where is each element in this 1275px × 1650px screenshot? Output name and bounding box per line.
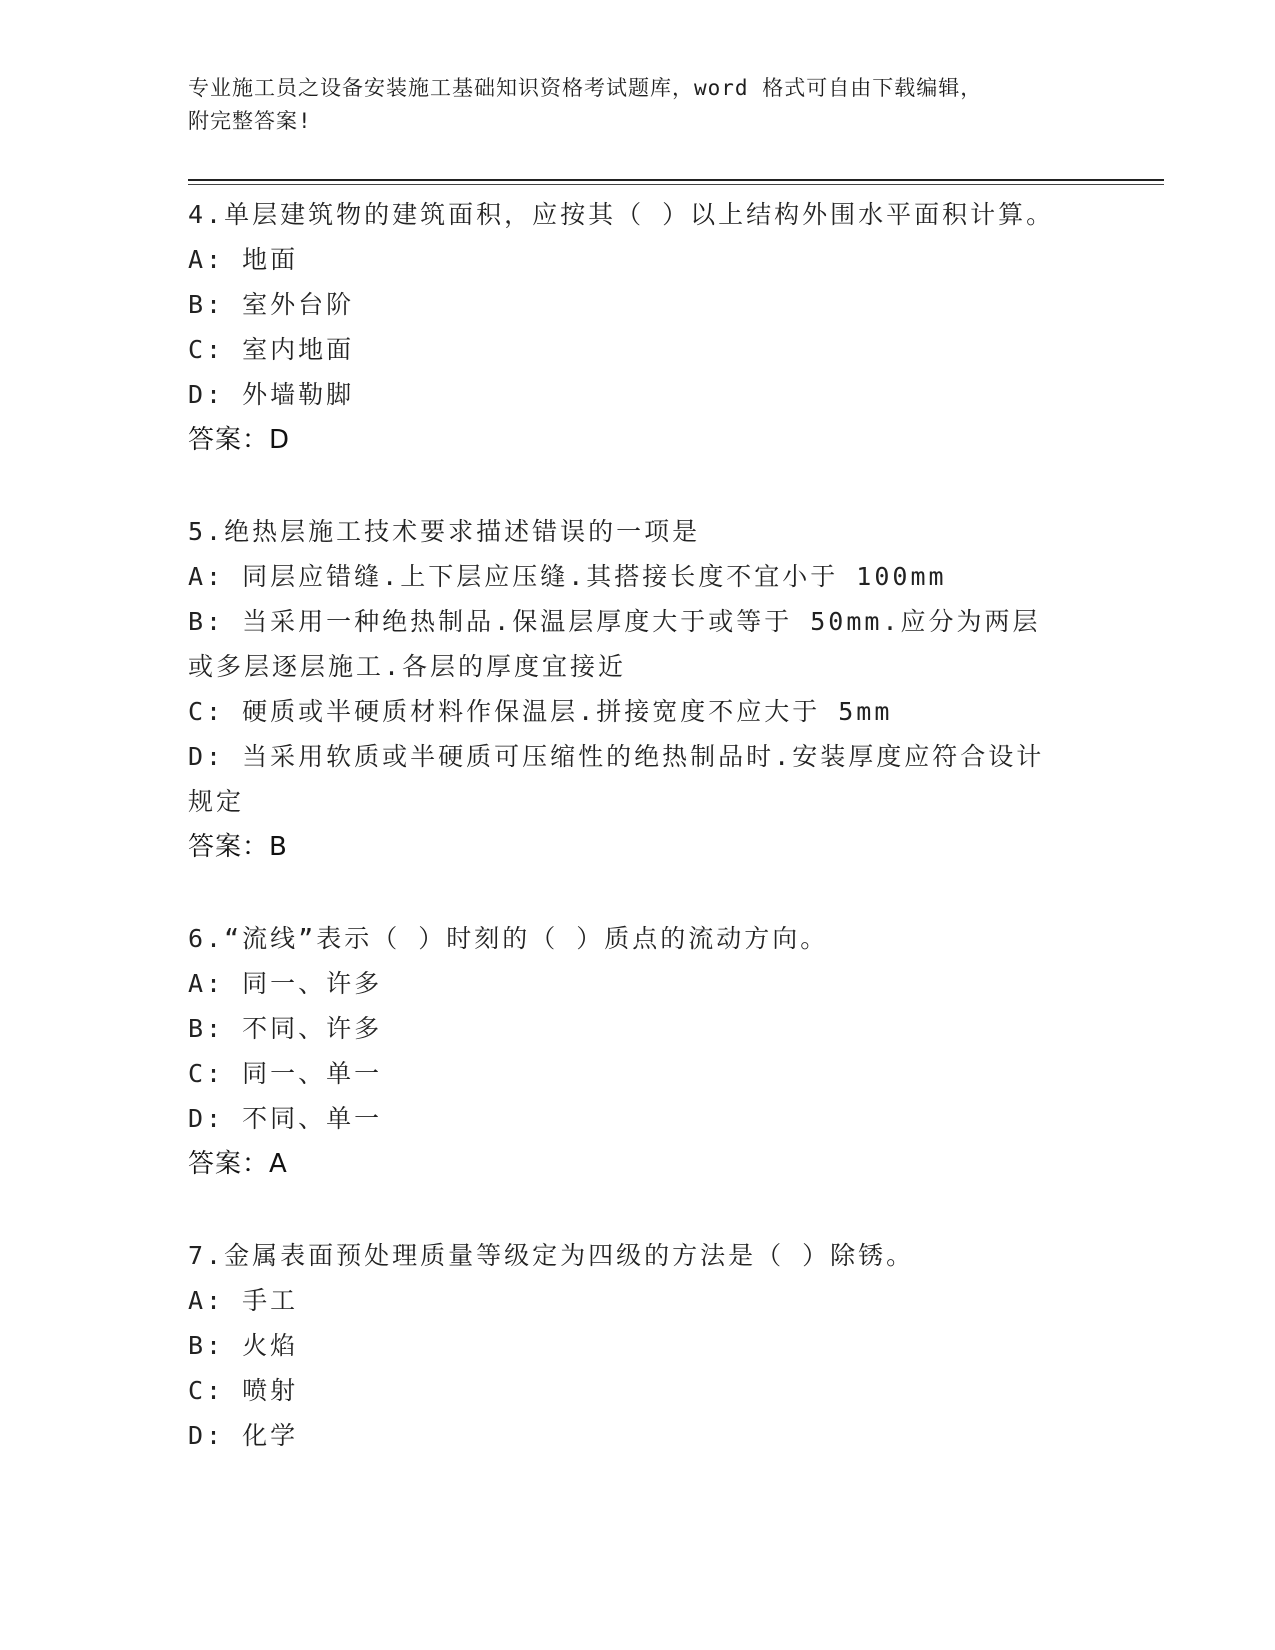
question-7 <box>188 1233 1088 1458</box>
header-divider-thick <box>188 179 1164 181</box>
answer-label: 答案：B <box>188 832 288 862</box>
header-line-1: 专业施工员之设备安装施工基础知识资格考试题库，word 格式可自由下载编辑， <box>188 76 983 100</box>
answer-label: 答案：D <box>188 425 291 455</box>
question-stem: 6.“流线”表示（ ）时刻的（ ）质点的流动方向。 <box>188 924 829 953</box>
question-5 <box>188 509 1088 870</box>
question-stem: 5.绝热层施工技术要求描述错误的一项是 <box>188 517 701 546</box>
header-line-2: 附完整答案! <box>188 109 312 133</box>
option-c: C: 室内地面 <box>188 335 355 364</box>
option-d: D: 不同、单一 <box>188 1104 383 1133</box>
option-a: A: 同一、许多 <box>188 969 383 998</box>
option-b: B: 火焰 <box>188 1331 299 1360</box>
answer-label: 答案：A <box>188 1149 288 1179</box>
option-a: A: 地面 <box>188 245 299 274</box>
question-stem: 7.金属表面预处理质量等级定为四级的方法是（ ）除锈。 <box>188 1241 915 1270</box>
option-d: D: 化学 <box>188 1421 299 1450</box>
option-c: C: 同一、单一 <box>188 1059 383 1088</box>
question-list <box>188 192 1088 1504</box>
question-stem: 4.单层建筑物的建筑面积，应按其（ ）以上结构外围水平面积计算。 <box>188 200 1055 229</box>
question-4 <box>188 192 1088 463</box>
option-d: D: 当采用软质或半硬质可压缩性的绝热制品时.安装厚度应符合设计规定 <box>188 742 1045 816</box>
option-b: B: 室外台阶 <box>188 290 355 319</box>
option-a: A: 手工 <box>188 1286 299 1315</box>
option-d: D: 外墙勒脚 <box>188 380 355 409</box>
option-c: C: 喷射 <box>188 1376 299 1405</box>
option-b: B: 不同、许多 <box>188 1014 383 1043</box>
option-c: C: 硬质或半硬质材料作保温层.拼接宽度不应大于 5mm <box>188 697 893 726</box>
option-b: B: 当采用一种绝热制品.保温层厚度大于或等于 50mm.应分为两层或多层逐层施工.各层的厚度宜接近 <box>188 607 1041 681</box>
header-divider-thin <box>188 184 1164 185</box>
option-a: A: 同层应错缝.上下层应压缝.其搭接长度不宜小于 100mm <box>188 562 947 591</box>
question-6 <box>188 916 1088 1187</box>
document-header <box>188 72 1088 138</box>
